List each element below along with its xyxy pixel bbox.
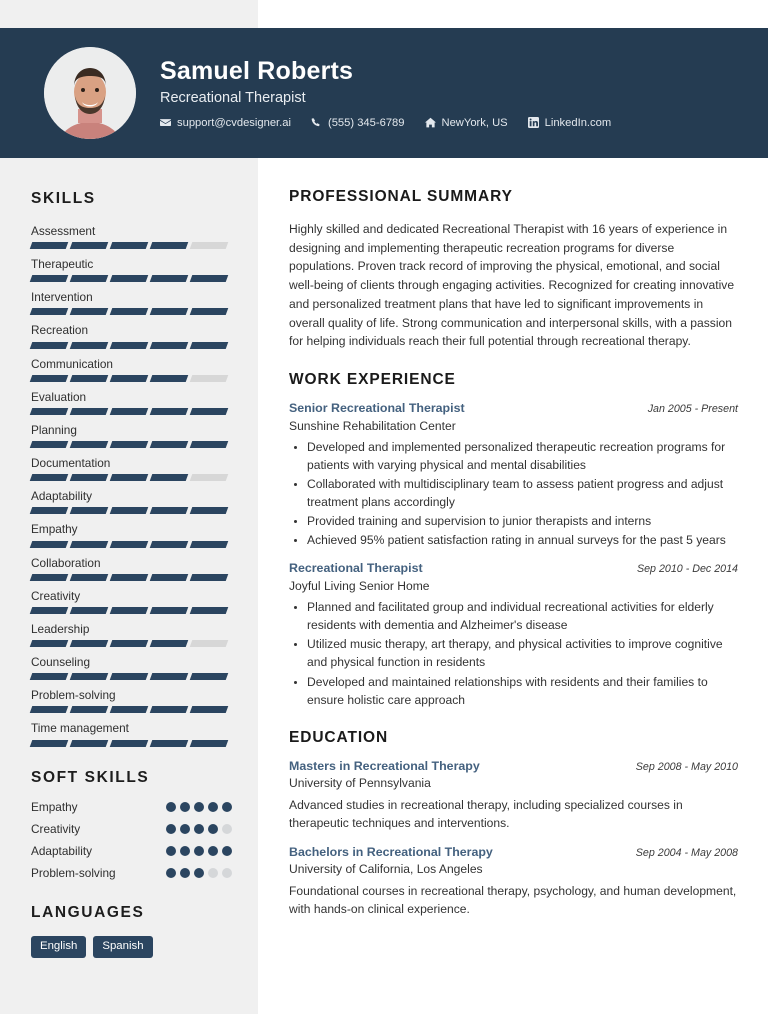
summary-heading: PROFESSIONAL SUMMARY [289, 188, 513, 205]
entry-date: Jan 2005 - Present [647, 403, 738, 416]
entry-header [289, 401, 738, 417]
skill-bar-segment [150, 275, 189, 282]
skill-item [31, 622, 232, 647]
skill-bar-segment [30, 275, 69, 282]
rating-dot [180, 802, 190, 812]
education-section [289, 729, 738, 919]
entry-bullet: • Achieved 95% patient satisfaction rating in annual surveys for the past 5 years [307, 531, 738, 549]
skill-bar-segment [110, 541, 149, 548]
skill-bar-segment [150, 408, 189, 415]
language-tag: English [31, 936, 86, 958]
education-heading: EDUCATION [289, 728, 389, 746]
skill-item [31, 257, 232, 282]
rating-dot [208, 824, 218, 834]
entry-date: Sep 2008 - May 2010 [635, 760, 738, 773]
skill-bar-segment [110, 375, 149, 382]
entry-title: Senior Recreational Therapist [289, 401, 465, 416]
skill-bar-segment [150, 541, 189, 548]
rating-dot [222, 824, 232, 834]
skill-bar-segment [150, 740, 189, 747]
skill-bar-segment [70, 673, 109, 680]
skill-bar-segment [150, 706, 189, 713]
summary-text: Highly skilled and dedicated Recreational Therapist with 16 years of experience in designing and implementing therapeutic recreation programs for diverse populations. Proven track record of improving the physical, emotional, and social well-being of clients through engaging activities. Recognized for creating innovative and personalized treatment plans that have led to significant improvements in overall quality of life. Strong communication and interpersonal skills, with a passion for helping individuals reach their full potential through recreational therapy. [289, 222, 735, 349]
skill-bar-segment [30, 441, 69, 448]
rating-dot [194, 868, 204, 878]
experience-entry [289, 401, 738, 549]
header-text-block [160, 57, 611, 129]
skill-bar-segment [70, 706, 109, 713]
skill-bar-segment [70, 541, 109, 548]
contact-linkedin-text: LinkedIn.com [544, 116, 612, 129]
experience-list [289, 401, 738, 709]
skill-level-bar [31, 408, 232, 415]
skill-level-bar [31, 474, 232, 481]
envelope-icon [160, 117, 171, 128]
entry-description: Foundational courses in recreational therapy, psychology, and human development, with hands-on clinical experience. [289, 884, 737, 917]
rating-dot [208, 802, 218, 812]
skill-bar-segment [70, 275, 109, 282]
entry-organization: University of California, Los Angeles [289, 862, 483, 877]
skill-bar-segment [30, 408, 69, 415]
rating-dot [222, 846, 232, 856]
skill-level-bar [31, 541, 232, 548]
rating-dot [166, 846, 176, 856]
soft-skills-list [31, 800, 232, 880]
candidate-name: Samuel Roberts [160, 57, 354, 86]
skill-bar-segment [70, 607, 109, 614]
skill-bar-segment [110, 740, 149, 747]
skill-level-bar [31, 275, 232, 282]
skill-label: Leadership [31, 621, 90, 636]
skill-item [31, 489, 232, 514]
soft-skill-rating [166, 802, 232, 812]
contact-linkedin[interactable] [528, 117, 612, 129]
skill-bar-segment [110, 607, 149, 614]
skill-bar-segment [190, 607, 229, 614]
sidebar [0, 158, 258, 958]
rating-dot [194, 802, 204, 812]
skill-level-bar [31, 740, 232, 747]
skill-bar-segment [190, 640, 229, 647]
skill-bar-segment [190, 342, 229, 349]
skill-level-bar [31, 441, 232, 448]
skill-bar-segment [30, 242, 69, 249]
skill-bar-segment [190, 474, 229, 481]
skill-item [31, 423, 232, 448]
rating-dot [180, 846, 190, 856]
skill-label: Intervention [31, 290, 93, 305]
contact-location[interactable] [425, 117, 508, 129]
rating-dot [166, 868, 176, 878]
entry-bullet: • Developed and maintained relationships with residents and their families to ensure holistic care approach [307, 673, 738, 709]
contact-list [160, 117, 611, 129]
skill-bar-segment [70, 408, 109, 415]
entry-title: Masters in Recreational Therapy [289, 758, 480, 773]
entry-organization: Sunshine Rehabilitation Center [289, 418, 456, 433]
skill-label: Counseling [31, 655, 91, 670]
skill-label: Problem-solving [31, 688, 116, 703]
skill-bar-segment [150, 375, 189, 382]
skill-level-bar [31, 640, 232, 647]
skill-bar-segment [150, 441, 189, 448]
skill-bar-segment [110, 275, 149, 282]
entry-description: Advanced studies in recreational therapy, including specialized courses in therapeutic techniques and interventions. [289, 798, 683, 831]
rating-dot [208, 868, 218, 878]
soft-skill-rating [166, 846, 232, 856]
entry-title: Recreational Therapist [289, 561, 423, 576]
skill-level-bar [31, 574, 232, 581]
skill-level-bar [31, 375, 232, 382]
education-list [289, 759, 738, 919]
skill-label: Creativity [31, 588, 81, 603]
entry-bullet: • Utilized music therapy, art therapy, and physical activities to improve cognitive and physical function in residents [307, 635, 738, 671]
language-tag: Spanish [93, 936, 152, 958]
skill-bar-segment [110, 706, 149, 713]
skill-bar-segment [30, 673, 69, 680]
skill-bar-segment [190, 308, 229, 315]
skill-level-bar [31, 242, 232, 249]
avatar [44, 47, 136, 139]
skill-bar-segment [190, 541, 229, 548]
skill-bar-segment [190, 706, 229, 713]
skill-bar-segment [190, 275, 229, 282]
skill-bar-segment [190, 375, 229, 382]
skill-level-bar [31, 673, 232, 680]
skill-bar-segment [150, 640, 189, 647]
skill-bar-segment [30, 474, 69, 481]
soft-skill-label: Adaptability [31, 843, 92, 858]
skill-bar-segment [110, 242, 149, 249]
experience-section [289, 371, 738, 709]
skill-item [31, 589, 232, 614]
skill-bar-segment [150, 308, 189, 315]
skill-bar-segment [70, 474, 109, 481]
languages-heading: LANGUAGES [31, 903, 145, 921]
skill-label: Evaluation [31, 389, 87, 404]
skill-bar-segment [150, 242, 189, 249]
rating-dot [208, 846, 218, 856]
skill-level-bar [31, 706, 232, 713]
skill-bar-segment [70, 507, 109, 514]
soft-skills-heading: SOFT SKILLS [31, 768, 150, 786]
skill-level-bar [31, 308, 232, 315]
skill-bar-segment [150, 474, 189, 481]
skill-item [31, 323, 232, 348]
skill-item [31, 390, 232, 415]
experience-heading: WORK EXPERIENCE [289, 371, 456, 389]
skill-bar-segment [70, 342, 109, 349]
skill-bar-segment [190, 408, 229, 415]
skill-bar-segment [150, 673, 189, 680]
skill-bar-segment [110, 441, 149, 448]
skills-list [31, 224, 232, 747]
skill-label: Planning [31, 422, 77, 437]
entry-bullet-list [289, 438, 738, 550]
skill-bar-segment [110, 342, 149, 349]
soft-skill-label: Empathy [31, 799, 78, 814]
skill-bar-segment [190, 242, 229, 249]
resume-header [0, 28, 768, 158]
entry-bullet-list [289, 598, 738, 709]
skill-item [31, 655, 232, 680]
candidate-role: Recreational Therapist [160, 89, 306, 106]
skill-label: Communication [31, 356, 113, 371]
skill-bar-segment [70, 375, 109, 382]
rating-dot [166, 824, 176, 834]
skill-bar-segment [190, 441, 229, 448]
skill-bar-segment [70, 242, 109, 249]
soft-skill-label: Problem-solving [31, 865, 116, 880]
skill-bar-segment [150, 507, 189, 514]
skill-item [31, 688, 232, 713]
skill-item [31, 224, 232, 249]
skill-bar-segment [30, 574, 69, 581]
soft-skill-rating [166, 868, 232, 878]
entry-header [289, 759, 738, 775]
contact-location-text: NewYork, US [441, 116, 508, 129]
rating-dot [222, 802, 232, 812]
soft-skill-item [31, 866, 232, 880]
contact-phone-text: (555) 345-6789 [327, 116, 405, 129]
entry-header [289, 561, 738, 577]
skill-level-bar [31, 507, 232, 514]
skill-bar-segment [30, 640, 69, 647]
entry-date: Sep 2004 - May 2008 [635, 846, 738, 859]
skill-bar-segment [190, 574, 229, 581]
rating-dot [194, 824, 204, 834]
contact-email-text: support@cvdesigner.ai [177, 116, 291, 129]
skill-label: Adaptability [31, 489, 92, 504]
entry-organization: Joyful Living Senior Home [289, 578, 430, 593]
skill-bar-segment [190, 507, 229, 514]
skill-bar-segment [30, 342, 69, 349]
skill-bar-segment [110, 308, 149, 315]
entry-organization: University of Pennsylvania [289, 776, 431, 791]
skill-bar-segment [30, 375, 69, 382]
entry-title: Bachelors in Recreational Therapy [289, 844, 493, 859]
education-entry [289, 759, 738, 833]
entry-header [289, 845, 738, 861]
soft-skill-rating [166, 824, 232, 834]
skill-bar-segment [150, 574, 189, 581]
entry-bullet: • Planned and facilitated group and individual recreational activities for elderly residents with dementia and Alzheimer's disease [307, 598, 738, 634]
phone-icon [311, 117, 322, 128]
skill-item [31, 357, 232, 382]
skill-bar-segment [150, 607, 189, 614]
skill-bar-segment [70, 640, 109, 647]
skill-item [31, 721, 232, 746]
skill-level-bar [31, 607, 232, 614]
skill-bar-segment [110, 574, 149, 581]
skill-label: Collaboration [31, 555, 101, 570]
linkedin-icon [528, 117, 539, 128]
education-entry [289, 845, 738, 919]
skill-bar-segment [110, 408, 149, 415]
skill-bar-segment [110, 673, 149, 680]
skill-label: Time management [31, 721, 129, 736]
skill-bar-segment [190, 673, 229, 680]
rating-dot [180, 868, 190, 878]
skill-bar-segment [110, 507, 149, 514]
contact-email[interactable] [160, 117, 291, 129]
entry-bullet: • Provided training and supervision to junior therapists and interns [307, 512, 738, 530]
soft-skill-item [31, 800, 232, 814]
contact-phone[interactable] [311, 117, 405, 129]
skill-bar-segment [30, 607, 69, 614]
skill-item [31, 290, 232, 315]
skill-bar-segment [70, 308, 109, 315]
main-column [258, 158, 768, 918]
skill-bar-segment [30, 507, 69, 514]
rating-dot [166, 802, 176, 812]
soft-skill-label: Creativity [31, 821, 81, 836]
entry-date: Sep 2010 - Dec 2014 [636, 563, 738, 576]
skills-heading: SKILLS [31, 190, 96, 207]
skill-label: Assessment [31, 224, 96, 238]
experience-entry [289, 561, 738, 708]
skill-bar-segment [70, 441, 109, 448]
rating-dot [222, 868, 232, 878]
skill-bar-segment [30, 308, 69, 315]
skill-bar-segment [150, 342, 189, 349]
entry-bullet: • Collaborated with multidisciplinary team to assess patient progress and adjust treatment plans accordingly [307, 475, 738, 511]
skill-bar-segment [30, 706, 69, 713]
skill-item [31, 522, 232, 547]
home-icon [425, 117, 436, 128]
skill-item [31, 556, 232, 581]
skill-bar-segment [30, 541, 69, 548]
skill-label: Therapeutic [31, 257, 94, 272]
skill-bar-segment [190, 740, 229, 747]
soft-skill-item [31, 822, 232, 836]
skill-bar-segment [30, 740, 69, 747]
skill-label: Documentation [31, 456, 111, 471]
entry-bullet: • Developed and implemented personalized therapeutic recreation programs for patients with varying physical and mental disabilities [307, 438, 738, 474]
skill-label: Empathy [31, 522, 78, 537]
skill-level-bar [31, 342, 232, 349]
languages-list [31, 936, 232, 958]
rating-dot [194, 846, 204, 856]
skill-bar-segment [70, 574, 109, 581]
rating-dot [180, 824, 190, 834]
skill-bar-segment [70, 740, 109, 747]
skill-bar-segment [110, 474, 149, 481]
skill-item [31, 456, 232, 481]
soft-skill-item [31, 844, 232, 858]
skill-bar-segment [110, 640, 149, 647]
skill-label: Recreation [31, 323, 89, 338]
